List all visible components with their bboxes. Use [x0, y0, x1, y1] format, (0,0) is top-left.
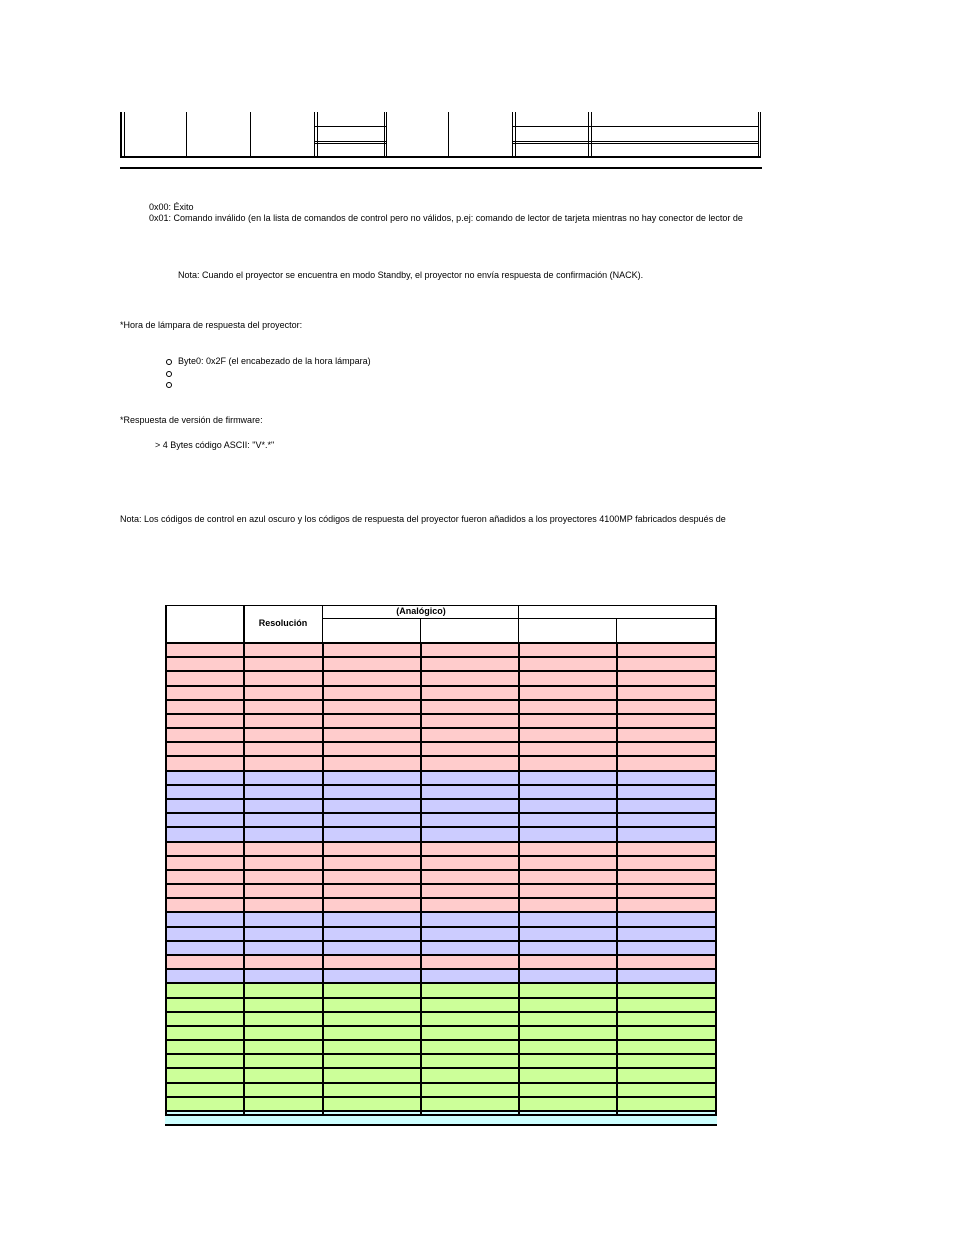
lamp-hours-item [166, 368, 178, 379]
horizontal-rule [120, 167, 762, 169]
lamp-hours-item: Byte0: 0x2F (el encabezado de la hora lámpara) [166, 356, 371, 367]
header-resolution: Resolución [258, 618, 308, 628]
table-column-divider [758, 112, 759, 156]
table-row-divider [315, 141, 386, 142]
table-column-divider [515, 112, 516, 156]
table-column-divider [591, 112, 592, 156]
table-row-divider [512, 141, 759, 142]
bullet-circle-icon [166, 359, 172, 365]
firmware-heading: *Respuesta de versión de firmware: [120, 415, 263, 425]
bullet-circle-icon [166, 371, 172, 377]
lamp-hours-item [166, 379, 178, 390]
resolution-table [165, 605, 717, 1116]
lamp-hours-heading: *Hora de lámpara de respuesta del proyector: [120, 320, 303, 330]
table-column-divider [250, 112, 251, 156]
table-column-divider [384, 112, 385, 156]
bullet-circle-icon [166, 382, 172, 388]
response-code-invalid: 0x01: Comando inválido (en la lista de comandos de control pero no válidos, p.ej: comando de lector de tarjeta mientras no hay conector de lector de [149, 213, 743, 223]
table-column-divider [186, 112, 187, 156]
response-code-success: 0x00: Éxito [149, 202, 194, 212]
table-row-divider [512, 126, 759, 127]
table-row-divider [315, 143, 386, 144]
table-column-divider [386, 112, 387, 156]
table-column-divider [317, 112, 318, 156]
table-row-divider [315, 126, 386, 127]
table-frame [165, 605, 717, 1116]
table-column-divider [512, 112, 513, 156]
table-column-divider [314, 112, 315, 156]
standby-note: Nota: Cuando el proyector se encuentra en modo Standby, el proyector no envía respuesta de confirmación (NACK). [178, 270, 644, 280]
table-column-divider [588, 112, 589, 156]
table-border [124, 112, 125, 156]
firmware-item: > 4 Bytes código ASCII: "V*.*" [155, 440, 275, 450]
table-row-divider [512, 143, 759, 144]
previous-table-fragment [120, 112, 761, 158]
row-divider [165, 1124, 717, 1126]
header-analog: (Analógico) [396, 606, 446, 616]
bottom-note: Nota: Los códigos de control en azul oscuro y los códigos de respuesta del proyector fueron añadidos a los proyectores 4100MP fabricados después de [120, 514, 726, 524]
table-column-divider [448, 112, 449, 156]
